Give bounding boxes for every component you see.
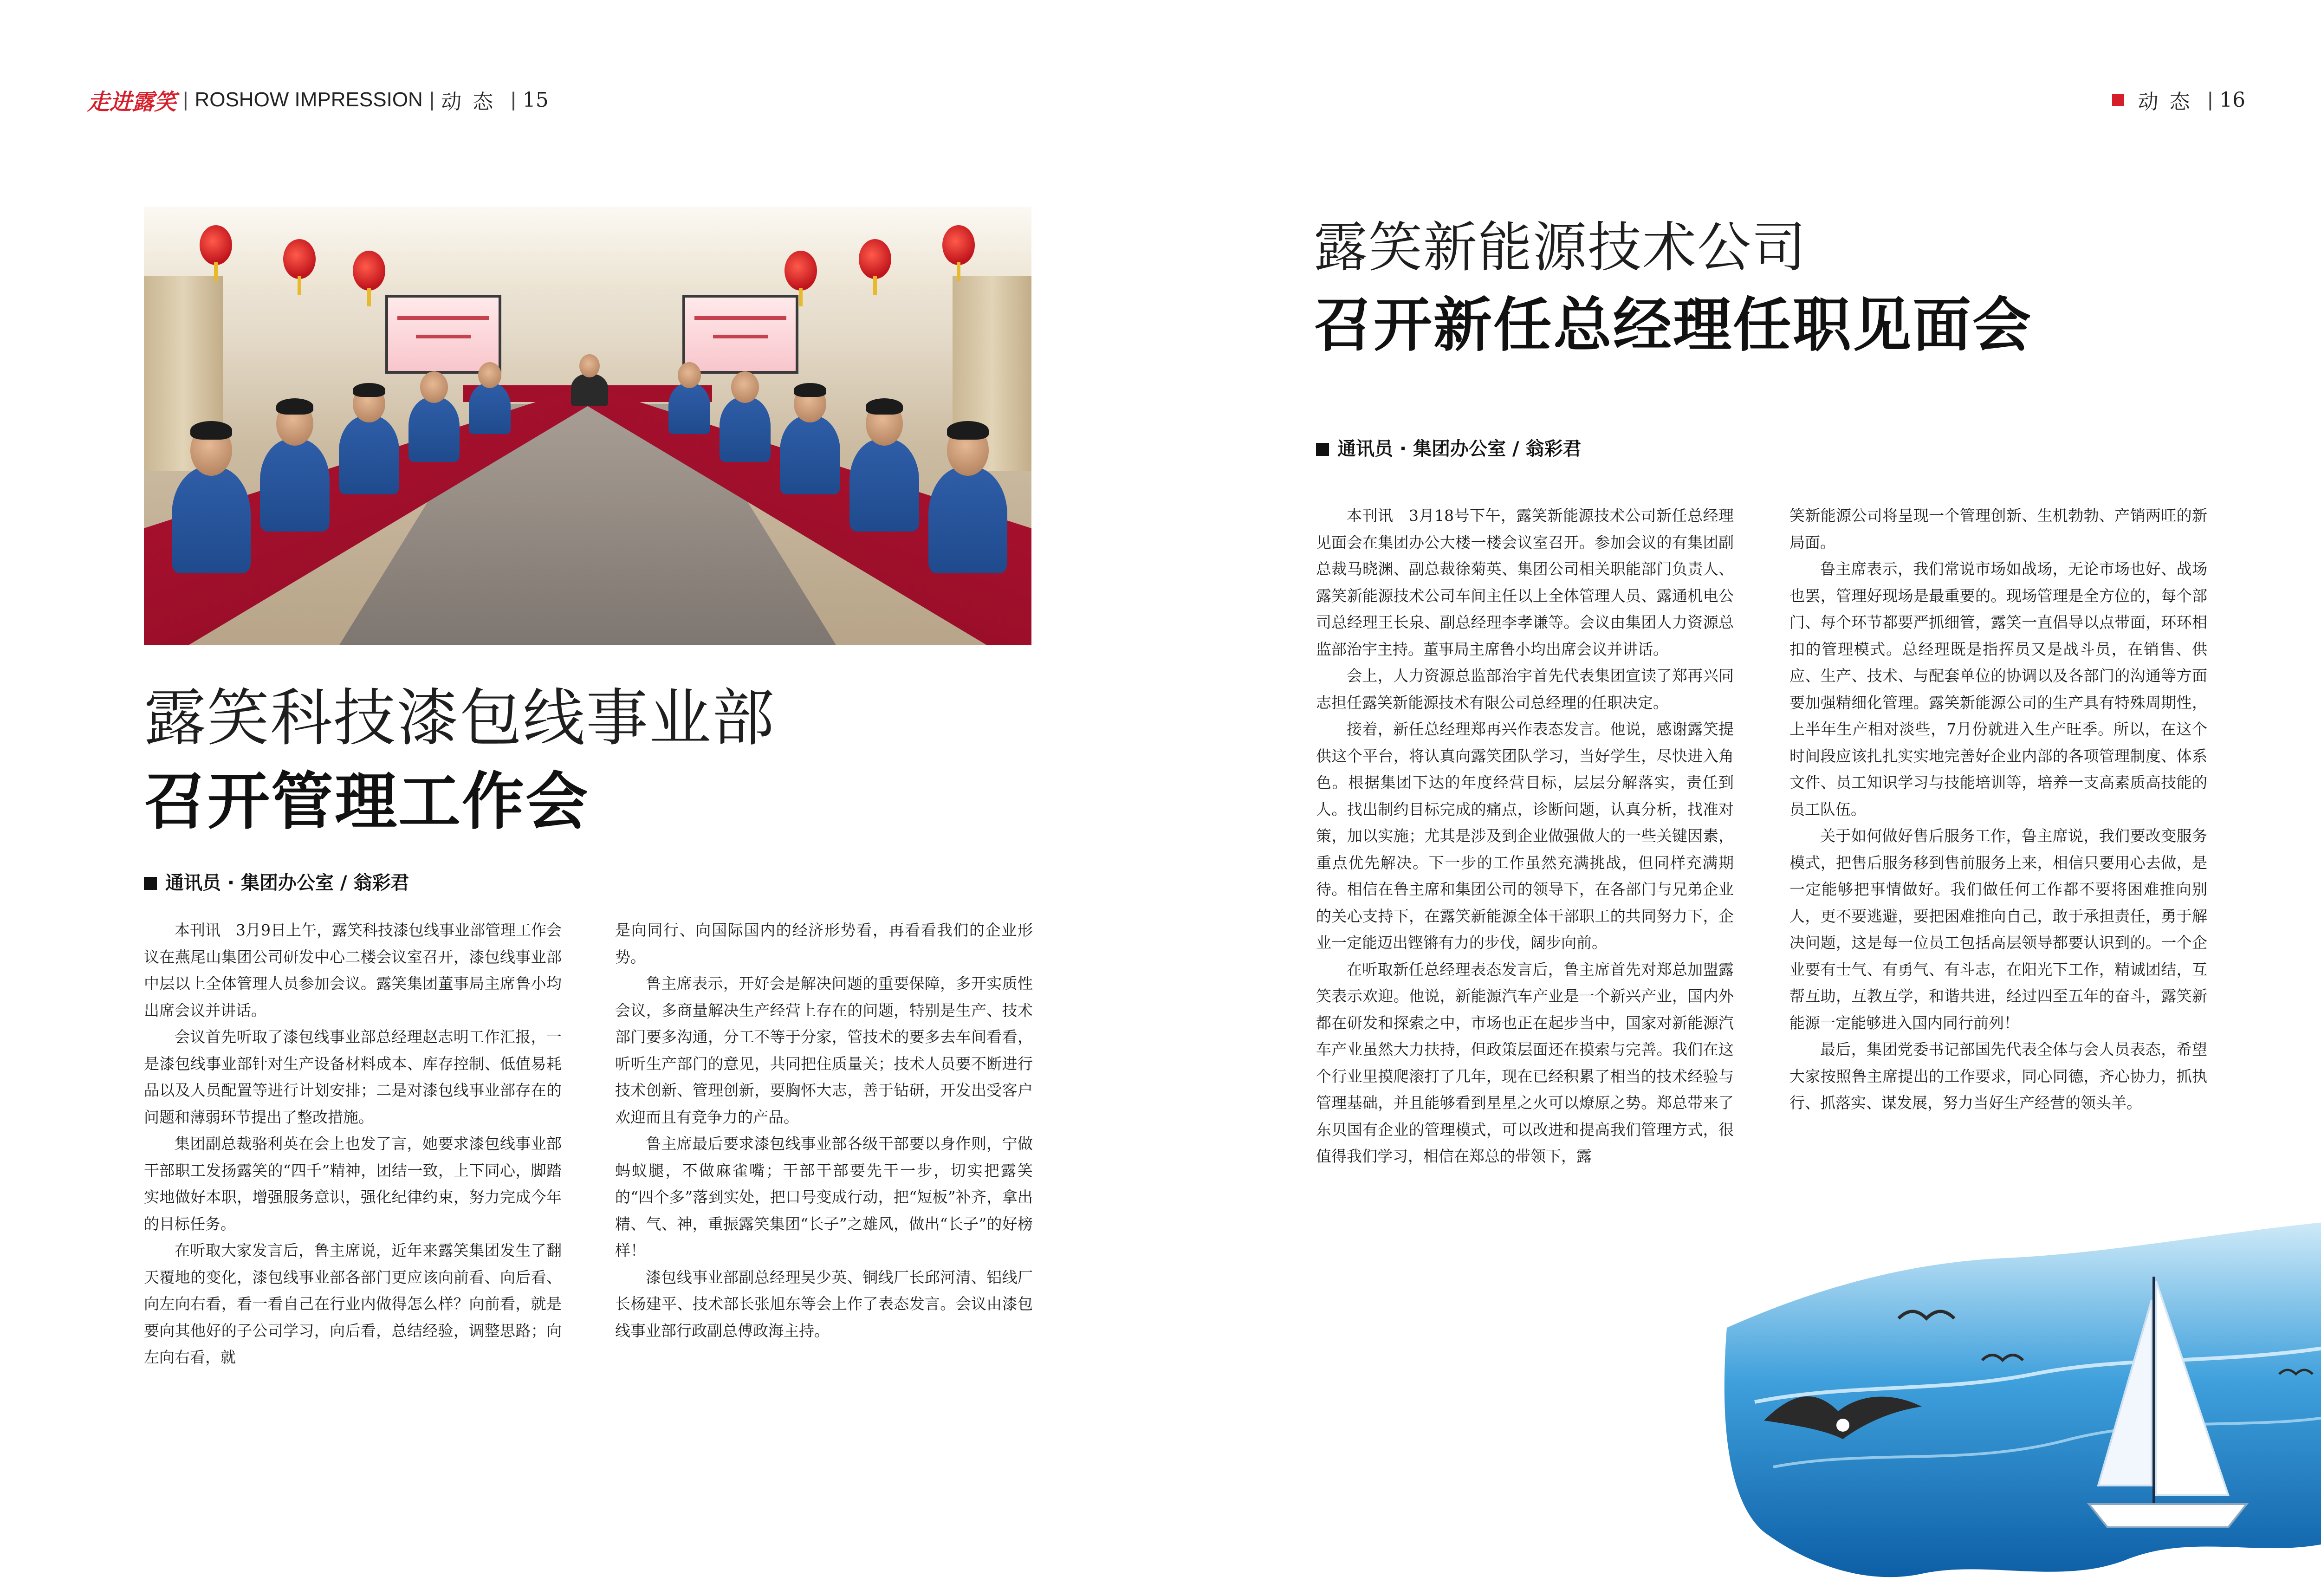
section-name-right: 动态 — [2138, 91, 2201, 113]
left-article-subtitle: 召开管理工作会 — [144, 766, 590, 838]
paragraph: 漆包线事业部副总经理吴少英、铜线厂长邱河清、铝线厂长杨建平、技术部长张旭东等会上作了表态发言。会议由漆包线事业部行政副总傅政海主持。 — [615, 1268, 1033, 1340]
red-square-bullet-icon — [2112, 94, 2124, 106]
attendee-hair — [866, 398, 903, 415]
photo-ceiling — [144, 207, 1031, 290]
chairman-head — [579, 354, 600, 377]
lantern-icon — [283, 239, 316, 279]
attendee — [780, 415, 840, 494]
attendee-hair — [794, 383, 826, 397]
lantern-icon — [200, 225, 232, 265]
attendee-head — [731, 371, 759, 403]
byline-text: 通讯员 · 集团办公室 / 翁彩君 — [1337, 438, 1582, 460]
projection-screen — [682, 295, 798, 374]
sailboat-seagull-illustration — [1708, 1207, 2321, 1596]
magazine-logo: 走进露笑 — [87, 89, 177, 115]
lantern-icon — [784, 251, 817, 291]
paragraph: 在听取新任总经理表态发言后，鲁主席首先对郑总加盟露笑表示欢迎。他说，新能源汽车产业是一个新兴产业，国内外都在研发和探索之中，市场也正在起步当中，国家对新能源汽车产业虽然大力扶持，但政策层面还在摸索与完善。我们在这个行业里摸爬滚打了几年，现在已经积累了相当的技术经验与管理基础，并且能够看到星星之火可以燎原之势。郑总带来了东贝国有企业的管理模式，可以改进和提高我们管理方式，很值得我们学习，相信在郑总的带领下，露 — [1316, 960, 1734, 1165]
attendee — [172, 467, 251, 573]
right-article-byline — [1316, 434, 1582, 461]
header-divider: | — [429, 88, 435, 111]
paragraph: 鲁主席表示，开好会是解决问题的重要保障，多开实质性会议，多商量解决生产经营上存在的问题，特别是生产、技术部门要多沟通，分工不等于分家，管技术的要多去车间看看，听听生产部门的意见，共同把住质量关；技术人员要不断进行技术创新、管理创新，要胸怀大志，善于钻研，开发出受客户欢迎而且有竞争力的产品。 — [615, 974, 1033, 1126]
lantern-icon — [353, 251, 385, 291]
page-number-left: 15 — [522, 88, 549, 112]
paragraph: 鲁主席最后要求漆包线事业部各级干部要以身作则，宁做蚂蚁腿，不做麻雀嘴；干部干部要先干一步，切实把露笑的“四个多”落到实处，把口号变成行动，把“短板”补齐，拿出精、气、神，重振露笑集团“长子”之雄风，做出“长子”的好榜样！ — [615, 1135, 1033, 1259]
header-divider: | — [511, 88, 516, 111]
page-number-right: 16 — [2219, 88, 2245, 112]
attendee-head — [678, 362, 701, 388]
attendee — [720, 397, 771, 462]
paragraph: 接着，新任总经理郑再兴作表态发言。他说，感谢露笑提供这个平台，将认真向露笑团队学习，当好学生，尽快进入角色。根据集团下达的年度经营目标，层层分解落实，责任到人。找出制约目标完成的痛点，诊断问题，认真分析，找准对策，加以实施；尤其是涉及到企业做强做大的一些关键因素，重点优先解决。下一步的工作虽然充满挑战，但同样充满期待。相信在鲁主席和集团公司的领导下，在各部门与兄弟企业的关心支持下，在露笑新能源全体干部职工的共同努力下，企业一定能迈出铿锵有力的步伐，阔步向前。 — [1316, 720, 1734, 952]
right-article-column-1 — [1316, 502, 1734, 1170]
header-divider: | — [183, 88, 188, 111]
attendee-hair — [947, 421, 989, 440]
paragraph: 本刊讯 3月18号下午，露笑新能源技术公司新任总经理见面会在集团办公大楼一楼会议室召开。参加会议的有集团副总裁马晓渊、副总裁徐菊英、集团公司相关职能部门负责人、露笑新能源技术公司车间主任以上全体管理人员、露通机电公司总经理王长泉、副总经理李孝谦等。会议由集团人力资源总监部治宇主持。董事局主席鲁小均出席会议并讲话。 — [1316, 506, 1734, 658]
paragraph: 最后，集团党委书记部国先代表全体与会人员表态，希望大家按照鲁主席提出的工作要求，同心同德，齐心协力，抓执行、抓落实、谋发展，努力当好生产经营的领头羊。 — [1789, 1040, 2207, 1112]
running-header-left — [87, 84, 549, 116]
left-article-byline — [144, 868, 409, 895]
paragraph: 会议首先听取了漆包线事业部总经理赵志明工作汇报，一是漆包线事业部针对生产设备材料成本、库存控制、低值易耗品以及人员配置等进行计划安排；二是对漆包线事业部存在的问题和薄弱环节提出了整改措施。 — [144, 1028, 562, 1126]
paragraph: 集团副总裁骆利英在会上也发了言，她要求漆包线事业部干部职工发扬露笑的“四千”精神，团结一致，上下同心，脚踏实地做好本职，增强服务意识，强化纪律约束，努力完成今年的目标任务。 — [144, 1135, 562, 1233]
paragraph: 是向同行、向国际国内的经济形势看，再看看我们的企业形势。 — [615, 921, 1033, 966]
attendee — [339, 415, 399, 494]
paragraph: 关于如何做好售后服务工作，鲁主席说，我们要改变服务模式，把售后服务移到售前服务上来，相信只要用心去做，是一定能够把事情做好。我们做任何工作都不要将困难推向别人，更不要逃避，要把困难推向自己，敢于承担责任，勇于解决问题，这是每一位员工包括高层领导都要认识到的。一个企业要有士气、有勇气、有斗志，在阳光下工作，精诚团结，互帮互助，互教互学，和谐共进，经过四至五年的奋斗，露笑新能源一定能够进入国内同行前列！ — [1789, 827, 2207, 1032]
right-article-subtitle: 召开新任总经理任职见面会 — [1314, 291, 2032, 359]
conference-photo — [144, 207, 1031, 645]
black-square-bullet-icon — [144, 877, 157, 890]
black-square-bullet-icon — [1316, 443, 1329, 456]
chairman — [571, 374, 608, 406]
section-name: 动态 — [441, 91, 505, 113]
attendee — [668, 383, 710, 434]
left-article-title: 露笑科技漆包线事业部 — [144, 682, 776, 754]
header-divider: | — [2207, 88, 2213, 111]
attendee — [260, 439, 330, 532]
projection-screen — [385, 295, 501, 374]
magazine-name: ROSHOW IMPRESSION — [194, 88, 423, 111]
attendee-head — [420, 371, 448, 403]
left-article-column-2 — [615, 917, 1033, 1344]
paragraph: 鲁主席表示，我们常说市场如战场，无论市场也好、战场也罢，管理好现场是最重要的。现场管理是全方位的，每个部门、每个环节都要严抓细管，露笑一直倡导以点带面，环环相扣的管理模式。总经理既是指挥员又是战斗员，在销售、供应、生产、技术、与配套单位的协调以及各部门的沟通等方面要加强精细化管理。露笑新能源公司的生产具有特殊周期性，上半年生产相对淡些，7月份就进入生产旺季。所以，在这个时间段应该扎扎实实地完善好企业内部的各项管理制度、体系文件、员工知识学习与技能培训等，培养一支高素质高技能的员工队伍。 — [1789, 560, 2207, 818]
right-article-title: 露笑新能源技术公司 — [1314, 216, 1807, 279]
attendee-hair — [276, 398, 313, 415]
attendee-hair — [353, 383, 385, 397]
attendee — [408, 397, 460, 462]
paragraph: 在听取大家发言后，鲁主席说，近年来露笑集团发生了翻天覆地的变化，漆包线事业部各部门更应该向前看、向后看、向左向右看，看一看自己在行业内做得怎么样？向前看，就是要向其他好的子公司学习，向后看，总结经验，调整思路；向左向右看，就 — [144, 1241, 562, 1366]
left-article-column-1 — [144, 917, 562, 1371]
running-header-right — [2112, 84, 2245, 116]
right-article-column-2 — [1789, 502, 2207, 1116]
attendee-hair — [190, 421, 232, 440]
attendee-head — [478, 362, 501, 388]
attendee — [928, 467, 1007, 573]
paragraph: 笑新能源公司将呈现一个管理创新、生机勃勃、产销两旺的新局面。 — [1789, 506, 2207, 551]
lantern-icon — [859, 239, 891, 279]
paragraph: 会上，人力资源总监部治宇首先代表集团宣读了郑再兴同志担任露笑新能源技术有限公司总经理的任职决定。 — [1316, 667, 1734, 712]
attendee — [849, 439, 919, 532]
lantern-icon — [942, 225, 975, 265]
paragraph: 本刊讯 3月9日上午，露笑科技漆包线事业部管理工作会议在燕尾山集团公司研发中心二楼会议室召开，漆包线事业部中层以上全体管理人员参加会议。露笑集团董事局主席鲁小均出席会议并讲话。 — [144, 921, 562, 1019]
attendee — [469, 383, 511, 434]
byline-text: 通讯员 · 集团办公室 / 翁彩君 — [165, 872, 409, 894]
